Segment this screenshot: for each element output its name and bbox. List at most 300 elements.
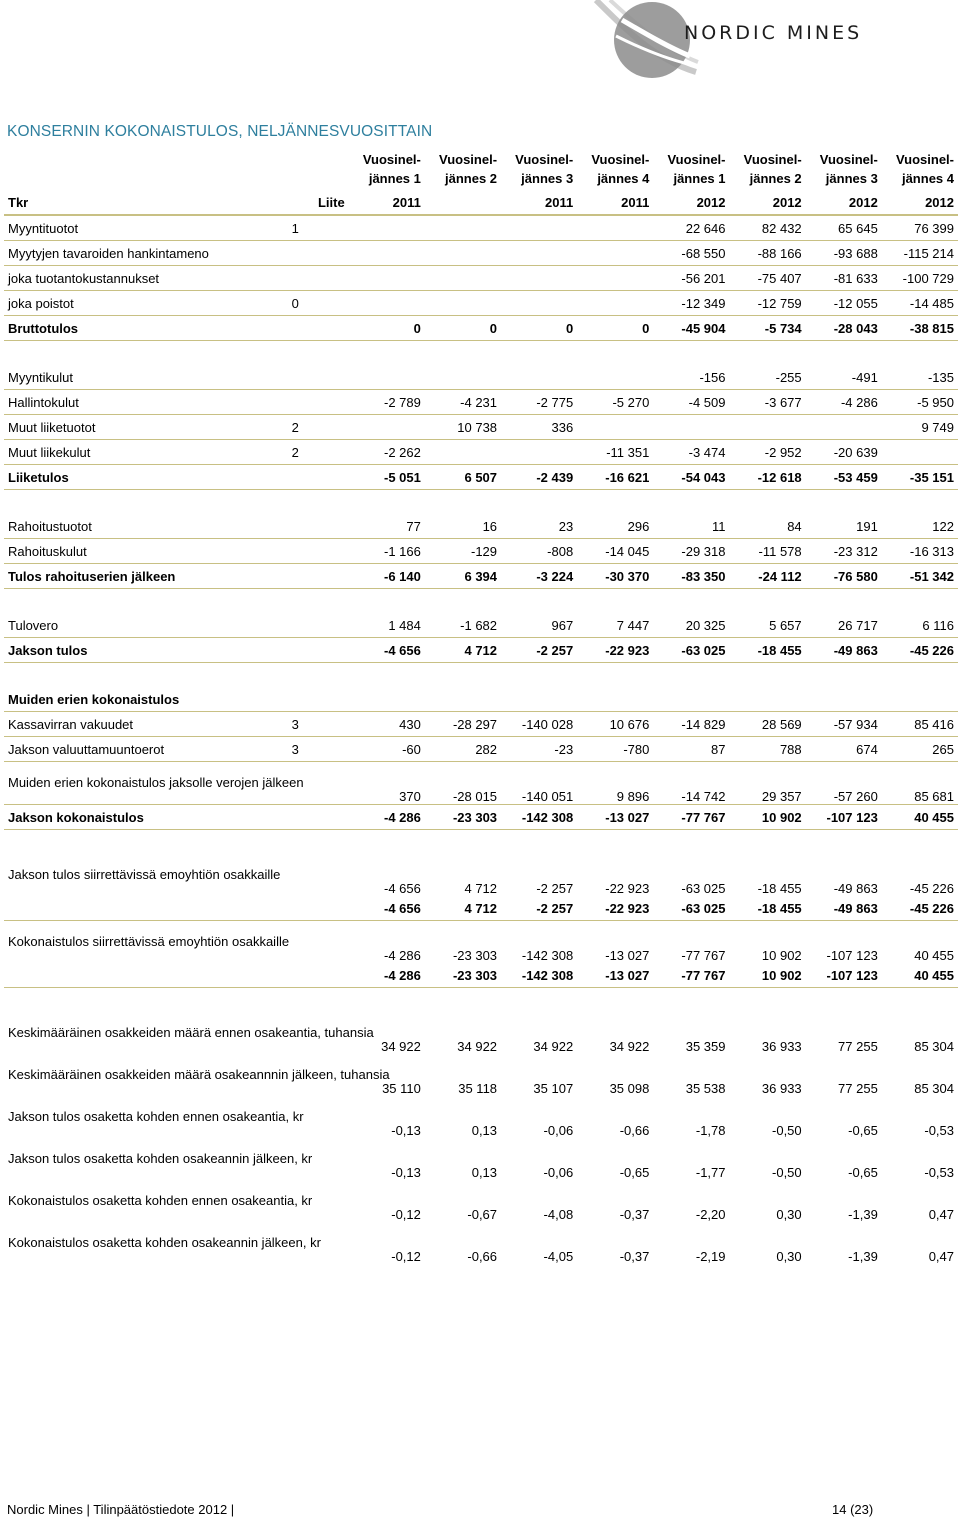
value-cell: -2 257: [501, 896, 577, 921]
row-note: [288, 390, 349, 415]
value-cell: 0: [501, 316, 577, 341]
value-cell: -76 580: [806, 564, 882, 589]
table-row: [4, 762, 958, 805]
value-cell: [349, 415, 425, 440]
value-cell: 6 507: [425, 465, 501, 490]
table-row: [4, 291, 958, 316]
value-cell: 0,47: [928, 1249, 954, 1264]
value-cell: 0: [577, 316, 653, 341]
value-cell: -4,08: [543, 1207, 574, 1222]
value-cell: -0,50: [772, 1123, 802, 1138]
value-cell: 0: [425, 316, 501, 341]
value-cell: -1,78: [695, 1123, 726, 1138]
value-cell: -0,67: [467, 1207, 498, 1222]
table-row: [4, 1096, 958, 1138]
value-cell: [730, 415, 806, 440]
row-note: [288, 266, 349, 291]
row-label: joka poistot: [4, 291, 288, 316]
value-cell: -83 350: [653, 564, 729, 589]
value-cell: -81 633: [806, 266, 882, 291]
value-cell: -57 934: [806, 712, 882, 737]
value-cell: [425, 365, 501, 390]
value-cell: -54 043: [653, 465, 729, 490]
value-cell: 967: [501, 613, 577, 638]
value-cell: [349, 687, 425, 712]
table-row: [4, 613, 958, 638]
value-cell: -22 923: [577, 896, 653, 921]
year-header: 2012: [653, 190, 729, 215]
row-note: [288, 514, 349, 539]
value-cell: [806, 687, 882, 712]
table-row: [4, 687, 958, 712]
value-cell: 85 304: [914, 1081, 954, 1096]
value-cell: [349, 241, 425, 266]
value-cell: -88 166: [730, 241, 806, 266]
value-cell: -23 303: [425, 963, 501, 988]
value-cell: -0,53: [924, 1165, 954, 1180]
year-header: 2012: [806, 190, 882, 215]
value-cell: -13 027: [577, 805, 653, 830]
year-header: 2011: [349, 190, 425, 215]
row-note: [288, 539, 349, 564]
quarter-header-line: Vuosinel-: [667, 152, 726, 167]
value-cell: 85 304: [914, 1039, 954, 1054]
tkr-label: Tkr: [4, 190, 288, 215]
spacer-cell: [4, 589, 958, 614]
value-cell: -0,12: [391, 1207, 421, 1222]
table-row: [4, 805, 958, 830]
value-cell: -75 407: [730, 266, 806, 291]
row-note: [288, 316, 349, 341]
value-cell: -6 140: [349, 564, 425, 589]
value-cell: -14 485: [882, 291, 958, 316]
value-cell: [425, 215, 501, 241]
value-cell: 674: [806, 737, 882, 762]
row-label: Muut liikekulut: [4, 440, 288, 465]
row-label: Rahoitustuotot: [4, 514, 288, 539]
value-cell: -0,66: [467, 1249, 498, 1264]
value-cell: -18 455: [757, 881, 802, 896]
value-cell: 1 484: [349, 613, 425, 638]
table-row: [4, 737, 958, 762]
spacer-row: [4, 988, 958, 1013]
value-cell: 35 098: [609, 1081, 650, 1096]
value-cell: -0,65: [848, 1123, 878, 1138]
year-header: 2011: [501, 190, 577, 215]
row-label: [4, 963, 288, 988]
value-cell: [501, 215, 577, 241]
value-cell: -808: [501, 539, 577, 564]
value-cell: -23 312: [806, 539, 882, 564]
row-label: Kokonaistulos osaketta kohden ennen osakeantia, kr: [8, 1193, 313, 1208]
table-row: [4, 465, 958, 490]
quarter-header-line: jännes 1: [368, 171, 421, 186]
row-note: [288, 921, 349, 964]
value-cell: -4 656: [349, 638, 425, 663]
value-cell: -780: [577, 737, 653, 762]
value-cell: -4,05: [543, 1249, 574, 1264]
row-label: Kassavirran vakuudet: [4, 712, 288, 737]
value-cell: -12 055: [806, 291, 882, 316]
row-label: Hallintokulut: [4, 390, 288, 415]
value-cell: 34 922: [609, 1039, 650, 1054]
value-cell: 6 116: [882, 613, 958, 638]
value-cell: -38 815: [882, 316, 958, 341]
value-cell: [577, 266, 653, 291]
financial-table: [4, 146, 958, 1264]
value-cell: 76 399: [882, 215, 958, 241]
row-label: Keskimääräinen osakkeiden määrä ennen osakeantia, tuhansia: [8, 1025, 374, 1040]
value-cell: -4 231: [425, 390, 501, 415]
value-cell: 35 107: [533, 1081, 574, 1096]
value-cell: [425, 266, 501, 291]
row-note: 3: [288, 737, 349, 762]
quarter-header-line: Vuosinel-: [439, 152, 498, 167]
row-note: [288, 896, 349, 921]
value-cell: -0,06: [543, 1123, 574, 1138]
table-body: [4, 215, 958, 1264]
spacer-row: [4, 830, 958, 855]
value-cell: -0,37: [619, 1207, 650, 1222]
row-label: joka tuotantokustannukset: [4, 266, 288, 291]
row-label: Rahoituskulut: [4, 539, 288, 564]
value-cell: 6 394: [425, 564, 501, 589]
value-cell: 430: [349, 712, 425, 737]
table-row: [4, 963, 958, 988]
spacer-row: [4, 589, 958, 614]
value-cell: [577, 415, 653, 440]
value-cell: [730, 687, 806, 712]
value-cell: -3 474: [653, 440, 729, 465]
value-cell: [349, 215, 425, 241]
quarter-header-line: jännes 4: [597, 171, 650, 186]
value-cell: 35 538: [685, 1081, 726, 1096]
quarter-header: [882, 146, 958, 190]
row-note: [288, 365, 349, 390]
value-cell: -51 342: [882, 564, 958, 589]
table-row: [4, 215, 958, 241]
value-cell: -0,37: [619, 1249, 650, 1264]
value-cell: 35 118: [458, 1081, 498, 1096]
value-cell: -18 455: [730, 896, 806, 921]
value-cell: [653, 415, 729, 440]
value-cell: -142 308: [501, 805, 577, 830]
value-cell: [425, 241, 501, 266]
year-header-row: [4, 190, 958, 215]
row-note: [288, 613, 349, 638]
quarter-header-line: Vuosinel-: [743, 152, 802, 167]
row-note: [288, 963, 349, 988]
value-cell: -1,77: [695, 1165, 726, 1180]
row-label: Jakson tulos osaketta kohden osakeannin jälkeen, kr: [8, 1151, 313, 1166]
value-cell: -28 015: [425, 762, 501, 805]
value-cell: -4 286: [349, 963, 425, 988]
header-blank: [4, 146, 288, 190]
value-cell: 16: [425, 514, 501, 539]
value-cell: -12 618: [730, 465, 806, 490]
value-cell: -57 260: [806, 762, 882, 805]
spacer-cell: [4, 663, 958, 688]
value-cell: -30 370: [577, 564, 653, 589]
value-cell: [349, 266, 425, 291]
quarter-header: [425, 146, 501, 190]
value-cell: [882, 440, 958, 465]
value-cell: -77 767: [653, 963, 729, 988]
value-cell: -0,06: [543, 1165, 574, 1180]
logo-swoosh-icon: [586, 0, 960, 88]
value-cell: [349, 365, 425, 390]
year-header: [425, 190, 501, 215]
value-cell: -5 950: [882, 390, 958, 415]
value-cell: -11 578: [730, 539, 806, 564]
value-cell: 788: [730, 737, 806, 762]
row-label: Tulos rahoituserien jälkeen: [4, 564, 288, 589]
value-cell: 40 455: [914, 948, 954, 963]
row-label: Tulovero: [4, 613, 288, 638]
row-label: Jakson valuuttamuuntoerot: [4, 737, 288, 762]
value-cell: -2 439: [501, 465, 577, 490]
table-row: [4, 896, 958, 921]
value-cell: 82 432: [730, 215, 806, 241]
quarter-header-line: jännes 2: [445, 171, 498, 186]
value-cell: -0,65: [848, 1165, 878, 1180]
value-cell: [577, 215, 653, 241]
value-cell: -2 789: [349, 390, 425, 415]
year-header: 2012: [730, 190, 806, 215]
value-cell: -0,13: [391, 1165, 421, 1180]
table-row: [4, 1138, 958, 1180]
value-cell: -20 639: [806, 440, 882, 465]
value-cell: -0,50: [772, 1165, 802, 1180]
value-cell: -1 166: [349, 539, 425, 564]
table-row: [4, 365, 958, 390]
value-cell: [501, 291, 577, 316]
value-cell: -4 656: [384, 881, 421, 896]
value-cell: -1 682: [425, 613, 501, 638]
value-cell: -60: [349, 737, 425, 762]
value-cell: -93 688: [806, 241, 882, 266]
quarter-header: [349, 146, 425, 190]
row-note: [288, 465, 349, 490]
quarter-header-line: jännes 3: [825, 171, 878, 186]
value-cell: -12 349: [653, 291, 729, 316]
value-cell: -14 742: [653, 762, 729, 805]
value-cell: -68 550: [653, 241, 729, 266]
value-cell: -5 734: [730, 316, 806, 341]
value-cell: -2,20: [695, 1207, 726, 1222]
value-cell: -49 863: [806, 896, 882, 921]
value-cell: 122: [882, 514, 958, 539]
value-cell: -56 201: [653, 266, 729, 291]
value-cell: -4 286: [349, 805, 425, 830]
year-header: 2012: [882, 190, 958, 215]
value-cell: 36 933: [761, 1039, 802, 1054]
value-cell: -23: [501, 737, 577, 762]
value-cell: 296: [577, 514, 653, 539]
value-cell: -2,19: [695, 1249, 726, 1264]
value-cell: [501, 266, 577, 291]
row-note: [288, 854, 349, 896]
value-cell: 77 255: [838, 1039, 878, 1054]
value-cell: -35 151: [882, 465, 958, 490]
table-row: [4, 712, 958, 737]
row-note: 1: [288, 215, 349, 241]
value-cell: -491: [806, 365, 882, 390]
page-number: 14 (23): [832, 1502, 874, 1517]
value-cell: 29 357: [730, 762, 806, 805]
value-cell: [577, 687, 653, 712]
value-cell: 26 717: [806, 613, 882, 638]
row-note: 0: [288, 291, 349, 316]
value-cell: -11 351: [577, 440, 653, 465]
row-label: Bruttotulos: [4, 316, 288, 341]
value-cell: -63 025: [653, 638, 729, 663]
footer-text: Nordic Mines | Tilinpäätöstiedote 2012 |: [7, 1502, 235, 1517]
spacer-row: [4, 490, 958, 515]
row-label: Muiden erien kokonaistulos jaksolle verojen jälkeen: [4, 762, 288, 805]
value-cell: [806, 415, 882, 440]
table-row: [4, 564, 958, 589]
quarter-header-line: Vuosinel-: [515, 152, 574, 167]
spacer-cell: [4, 988, 958, 1013]
value-cell: -14 829: [653, 712, 729, 737]
value-cell: 34 922: [533, 1039, 574, 1054]
value-cell: 85 416: [882, 712, 958, 737]
quarter-header-line: Vuosinel-: [895, 152, 954, 167]
value-cell: 22 646: [653, 215, 729, 241]
value-cell: -142 308: [501, 963, 577, 988]
quarter-header-line: Vuosinel-: [591, 152, 650, 167]
value-cell: -4 509: [653, 390, 729, 415]
quarter-header-line: jännes 4: [901, 171, 954, 186]
row-label: Muiden erien kokonaistulos: [4, 687, 288, 712]
value-cell: -13 027: [605, 948, 650, 963]
value-cell: [501, 241, 577, 266]
value-cell: -0,53: [924, 1123, 954, 1138]
value-cell: -16 313: [882, 539, 958, 564]
value-cell: 282: [425, 737, 501, 762]
row-label: Kokonaistulos osaketta kohden osakeannin jälkeen, kr: [8, 1235, 321, 1250]
table-row: [4, 854, 958, 896]
value-cell: 0,47: [928, 1207, 954, 1222]
value-cell: [577, 241, 653, 266]
value-cell: -0,13: [391, 1123, 421, 1138]
table-row: [4, 921, 958, 964]
value-cell: -45 226: [909, 881, 954, 896]
row-note: [288, 638, 349, 663]
quarter-header-line: Vuosinel-: [362, 152, 421, 167]
table-row: [4, 266, 958, 291]
value-cell: -22 923: [577, 638, 653, 663]
value-cell: 0,30: [776, 1207, 802, 1222]
quarter-header-line: Vuosinel-: [819, 152, 878, 167]
value-cell: -77 767: [653, 805, 729, 830]
value-cell: -5 270: [577, 390, 653, 415]
row-note: [288, 564, 349, 589]
spacer-cell: [4, 830, 958, 855]
value-cell: 11: [653, 514, 729, 539]
value-cell: -12 759: [730, 291, 806, 316]
row-note: 2: [288, 440, 349, 465]
value-cell: -49 863: [806, 638, 882, 663]
row-label: Jakson tulos: [4, 638, 288, 663]
value-cell: 4 712: [425, 896, 501, 921]
table-row: [4, 539, 958, 564]
quarter-header: [653, 146, 729, 190]
value-cell: [425, 440, 501, 465]
value-cell: 40 455: [882, 963, 958, 988]
quarter-header-line: jännes 3: [521, 171, 574, 186]
row-note: [288, 241, 349, 266]
value-cell: -140 028: [501, 712, 577, 737]
value-cell: 34 922: [457, 1039, 498, 1054]
table-row: [4, 316, 958, 341]
quarter-header-line: jännes 2: [749, 171, 802, 186]
value-cell: 0,30: [776, 1249, 802, 1264]
quarter-header-line: jännes 1: [673, 171, 726, 186]
value-cell: -255: [730, 365, 806, 390]
value-cell: -28 297: [425, 712, 501, 737]
quarter-header: [501, 146, 577, 190]
year-header: 2011: [577, 190, 653, 215]
value-cell: -1,39: [848, 1207, 878, 1222]
value-cell: 336: [501, 415, 577, 440]
value-cell: -0,66: [619, 1123, 650, 1138]
value-cell: -107 123: [826, 948, 878, 963]
row-label: Jakson tulos siirrettävissä emoyhtiön osakkaille: [8, 867, 281, 882]
row-label: Liiketulos: [4, 465, 288, 490]
value-cell: 9 749: [882, 415, 958, 440]
row-label: Myyntikulut: [4, 365, 288, 390]
value-cell: [501, 440, 577, 465]
value-cell: -1,39: [848, 1249, 878, 1264]
value-cell: -107 123: [806, 805, 882, 830]
row-note: 2: [288, 415, 349, 440]
value-cell: [425, 291, 501, 316]
value-cell: [577, 291, 653, 316]
row-label: Jakson kokonaistulos: [4, 805, 288, 830]
value-cell: 9 896: [577, 762, 653, 805]
page-title: KONSERNIN KOKONAISTULOS, NELJÄNNESVUOSITTAIN: [7, 123, 433, 140]
value-cell: -129: [425, 539, 501, 564]
value-cell: -45 226: [882, 638, 958, 663]
value-cell: 4 712: [464, 881, 498, 896]
table-row: [4, 1054, 958, 1096]
value-cell: -63 025: [653, 896, 729, 921]
value-cell: -5 051: [349, 465, 425, 490]
value-cell: -140 051: [501, 762, 577, 805]
table-row: [4, 638, 958, 663]
value-cell: 10 676: [577, 712, 653, 737]
row-label: [4, 896, 288, 921]
value-cell: 191: [806, 514, 882, 539]
table-row: [4, 1222, 958, 1264]
header-blank: [288, 146, 349, 190]
quarter-header-row: [4, 146, 958, 190]
quarter-header: [806, 146, 882, 190]
spacer-cell: [4, 341, 958, 366]
value-cell: -2 257: [536, 881, 574, 896]
value-cell: -45 904: [653, 316, 729, 341]
value-cell: 77 255: [838, 1081, 878, 1096]
value-cell: -3 677: [730, 390, 806, 415]
value-cell: [425, 687, 501, 712]
value-cell: 77: [349, 514, 425, 539]
value-cell: -22 923: [605, 881, 650, 896]
quarter-header: [577, 146, 653, 190]
table-row: [4, 514, 958, 539]
value-cell: 265: [882, 737, 958, 762]
